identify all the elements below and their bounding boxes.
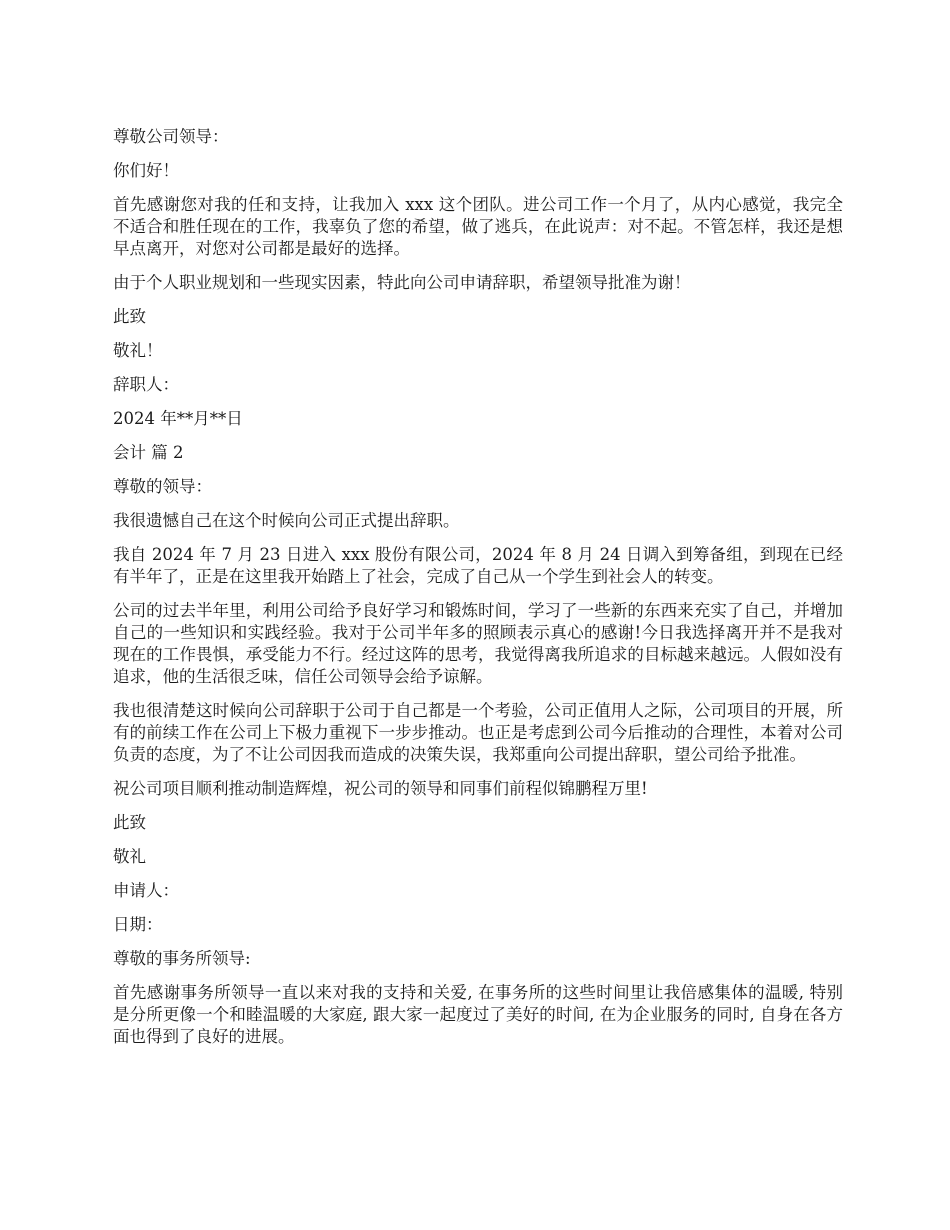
date-label: 日期：: [113, 915, 163, 934]
salutation-paragraph: 尊敬公司领导：: [113, 127, 229, 146]
body-paragraph: 祝公司项目顺利推动制造辉煌，祝公司的领导和同事们前程似锦鹏程万里!: [113, 779, 648, 798]
date-line: 2024 年**月**日: [113, 409, 243, 428]
body-paragraph: 我很遗憾自己在这个时候向公司正式提出辞职。: [113, 511, 460, 530]
closing-paragraph: 此致: [113, 307, 146, 326]
body-paragraph: 由于个人职业规划和一些现实因素，特此向公司申请辞职，希望领导批准为谢！: [113, 273, 691, 292]
body-paragraph: 首先感谢事务所领导一直以来对我的支持和关爱, 在事务所的这些时间里让我倍感集体的温暖, 特别是分所更像一个和睦温暖的大家庭, 跟大家一起度过了美好的时间, 在为企业服务的同时, 自身在各方面也得到了良好的进展。: [113, 983, 843, 1046]
body-paragraph: 我自 2024 年 7 月 23 日进入 xxx 股份有限公司，2024 年 8 月 24 日调入到筹备组，到现在已经有半年了，正是在这里我开始踏上了社会，完成了自己从一个学生到社会人的转变。: [113, 545, 843, 586]
body-paragraph: 我也很清楚这时候向公司辞职于公司于自己都是一个考验，公司正值用人之际，公司项目的开展，所有的前续工作在公司上下极力重视下一步步推动。也正是考虑到公司今后推动的合理性，本着对公司负责的态度，为了不让公司因我而造成的决策失误，我郑重向公司提出辞职，望公司给予批准。: [113, 701, 843, 764]
salutation-paragraph: 尊敬的领导：: [113, 477, 212, 496]
signature-label: 辞职人：: [113, 375, 179, 394]
document-body: [113, 126, 843, 1060]
body-paragraph: 公司的过去半年里，利用公司给予良好学习和锻炼时间，学习了一些新的东西来充实了自己，并增加自己的一些知识和实践经验。我对于公司半年多的照顾表示真心的感谢!今日我选择离开并不是我对现在的工作畏惧，承受能力不行。经过这阵的思考，我觉得离我所追求的目标越来越远。人假如没有追求，他的生活很乏味，信任公司领导会给予谅解。: [113, 601, 843, 686]
body-paragraph: 首先感谢您对我的任和支持，让我加入 xxx 这个团队。进公司工作一个月了，从内心感觉，我完全不适合和胜任现在的工作，我辜负了您的希望，做了逃兵，在此说声：对不起。不管怎样，我还是想早点离开，对您对公司都是最好的选择。: [113, 195, 843, 258]
signature-label: 申请人：: [113, 881, 179, 900]
greeting-paragraph: 你们好！: [113, 161, 179, 180]
salutation-paragraph: 尊敬的事务所领导:: [113, 949, 251, 968]
closing-paragraph: 敬礼！: [113, 341, 163, 360]
closing-paragraph: 此致: [113, 813, 146, 832]
section-heading: 会计 篇 2: [113, 443, 184, 462]
closing-paragraph: 敬礼: [113, 847, 146, 866]
